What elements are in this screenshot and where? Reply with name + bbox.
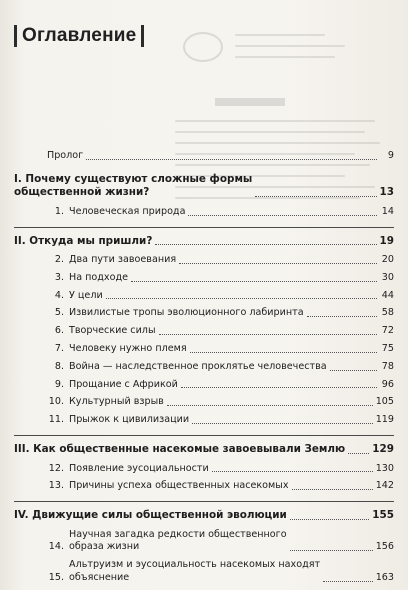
- dot-leader: [348, 453, 369, 454]
- toc-entry-label: Прыжок к цивилизации: [69, 414, 190, 426]
- toc-chapter-number: 10.: [48, 396, 64, 408]
- toc-prologue[interactable]: [47, 150, 394, 163]
- toc-page-number: 119: [375, 414, 394, 426]
- dot-leader: [190, 352, 377, 353]
- toc-page-number: 155: [372, 509, 394, 522]
- toc-entry-label: Прощание с Африкой: [69, 378, 178, 390]
- toc-chapter-number: 13.: [48, 480, 64, 492]
- dot-leader: [106, 298, 377, 299]
- toc-entry-label: Творческие силы: [69, 325, 156, 337]
- ghost-emblem: [183, 32, 223, 62]
- page-title: Оглавление: [22, 25, 137, 46]
- toc-chapter[interactable]: [47, 480, 394, 493]
- toc-page-number: 19: [379, 234, 394, 247]
- toc-part-label: IV. Движущие силы общественной эволюции: [14, 509, 287, 522]
- toc-chapter[interactable]: [47, 361, 394, 374]
- dot-leader: [167, 405, 373, 406]
- toc-chapter[interactable]: [47, 307, 394, 320]
- header-bar-left: [14, 25, 17, 47]
- toc-chapter[interactable]: [47, 414, 394, 427]
- header-bar-right: [141, 25, 144, 47]
- toc-chapter-number: 9.: [54, 378, 64, 390]
- toc-entry-label: Научная загадка редкости общественного образа жизни: [69, 528, 287, 553]
- toc-chapter[interactable]: [47, 325, 394, 338]
- dot-leader: [255, 196, 376, 197]
- dot-leader: [307, 316, 377, 317]
- toc-chapter[interactable]: [47, 529, 394, 555]
- toc-part-label: II. Откуда мы пришли?: [14, 234, 153, 247]
- toc-chapter-number: 2.: [54, 254, 64, 266]
- toc-entry-label: Причины успеха общественных насекомых: [69, 480, 289, 492]
- toc-page-number: 9: [387, 150, 394, 161]
- toc-entry-label: Культурный взрыв: [69, 396, 164, 408]
- toc-chapter[interactable]: [47, 272, 394, 285]
- toc-part[interactable]: [14, 227, 394, 249]
- toc-chapter[interactable]: [47, 206, 394, 219]
- toc-entry-label: Альтруизм и эусоциальность насекомых находят объяснение: [69, 559, 321, 584]
- toc-page-number: 156: [375, 541, 394, 553]
- toc-page-number: 129: [372, 443, 394, 456]
- toc-page-number: 14: [381, 205, 394, 217]
- toc-page-number: 13: [379, 186, 394, 199]
- dot-leader: [131, 281, 377, 282]
- dot-leader: [290, 550, 373, 551]
- toc-page-number: 96: [381, 378, 394, 390]
- toc-page-number: 130: [375, 462, 394, 474]
- toc-chapter[interactable]: [47, 559, 394, 585]
- toc-page-number: 20: [381, 254, 394, 266]
- toc-page-number: 72: [381, 325, 394, 337]
- toc-chapter-number: 7.: [54, 343, 64, 355]
- toc-part-label: III. Как общественные насекомые завоевывали Землю: [14, 443, 346, 456]
- toc-page-number: 105: [375, 396, 394, 408]
- toc-chapter-number: 4.: [54, 289, 64, 301]
- toc-entry-label: Пролог: [47, 150, 84, 161]
- toc-entry-label: Человеку нужно племя: [69, 343, 187, 355]
- toc-chapter[interactable]: [47, 343, 394, 356]
- toc-chapter-number: 14.: [48, 541, 64, 553]
- dot-leader: [86, 159, 377, 160]
- toc-entry-label: Человеческая природа: [69, 205, 186, 217]
- toc-part[interactable]: [14, 501, 394, 523]
- toc-page-number: 142: [375, 480, 394, 492]
- dot-leader: [292, 489, 373, 490]
- toc-page-number: 44: [381, 289, 394, 301]
- toc-part[interactable]: [14, 435, 394, 457]
- toc-chapter[interactable]: [47, 396, 394, 409]
- dot-leader: [330, 370, 377, 371]
- toc-chapter-number: 8.: [54, 360, 64, 372]
- dot-leader: [181, 387, 377, 388]
- dot-leader: [212, 471, 373, 472]
- toc-entry-label: Два пути завоевания: [69, 254, 177, 266]
- dot-leader: [155, 244, 376, 245]
- toc-chapter-number: 6.: [54, 325, 64, 337]
- toc-chapter-number: 5.: [54, 307, 64, 319]
- toc-chapter[interactable]: [47, 254, 394, 267]
- dot-leader: [192, 423, 373, 424]
- toc-chapter[interactable]: [47, 463, 394, 476]
- toc-header: [14, 24, 144, 48]
- toc-chapter-number: 3.: [54, 271, 64, 283]
- toc-entry-label: На подходе: [69, 271, 129, 283]
- toc-part-label: I. Почему существуют сложные формы общественной жизни?: [14, 172, 253, 199]
- toc-page-number: 163: [375, 572, 394, 584]
- toc-page-number: 75: [381, 343, 394, 355]
- toc-entry-label: Появление эусоциальности: [69, 462, 209, 474]
- toc-page-number: 58: [381, 307, 394, 319]
- toc-part[interactable]: [14, 173, 394, 200]
- toc-entry-label: Война — наследственное проклятье человечества: [69, 360, 327, 372]
- toc-chapter[interactable]: [47, 290, 394, 303]
- dot-leader: [159, 334, 377, 335]
- toc-chapter-number: 15.: [48, 572, 64, 584]
- toc-chapter-number: 1.: [54, 205, 64, 217]
- dot-leader: [179, 263, 377, 264]
- toc-chapter-number: 11.: [48, 414, 64, 426]
- toc-page-number: 30: [381, 271, 394, 283]
- dot-leader: [188, 215, 377, 216]
- toc-chapter-number: 12.: [48, 462, 64, 474]
- toc-entry-label: У цели: [69, 289, 103, 301]
- table-of-contents: [14, 150, 394, 585]
- toc-entry-label: Извилистые тропы эволюционного лабиринта: [69, 307, 304, 319]
- dot-leader: [290, 519, 369, 520]
- dot-leader: [323, 581, 373, 582]
- toc-chapter[interactable]: [47, 379, 394, 392]
- toc-page-number: 78: [381, 360, 394, 372]
